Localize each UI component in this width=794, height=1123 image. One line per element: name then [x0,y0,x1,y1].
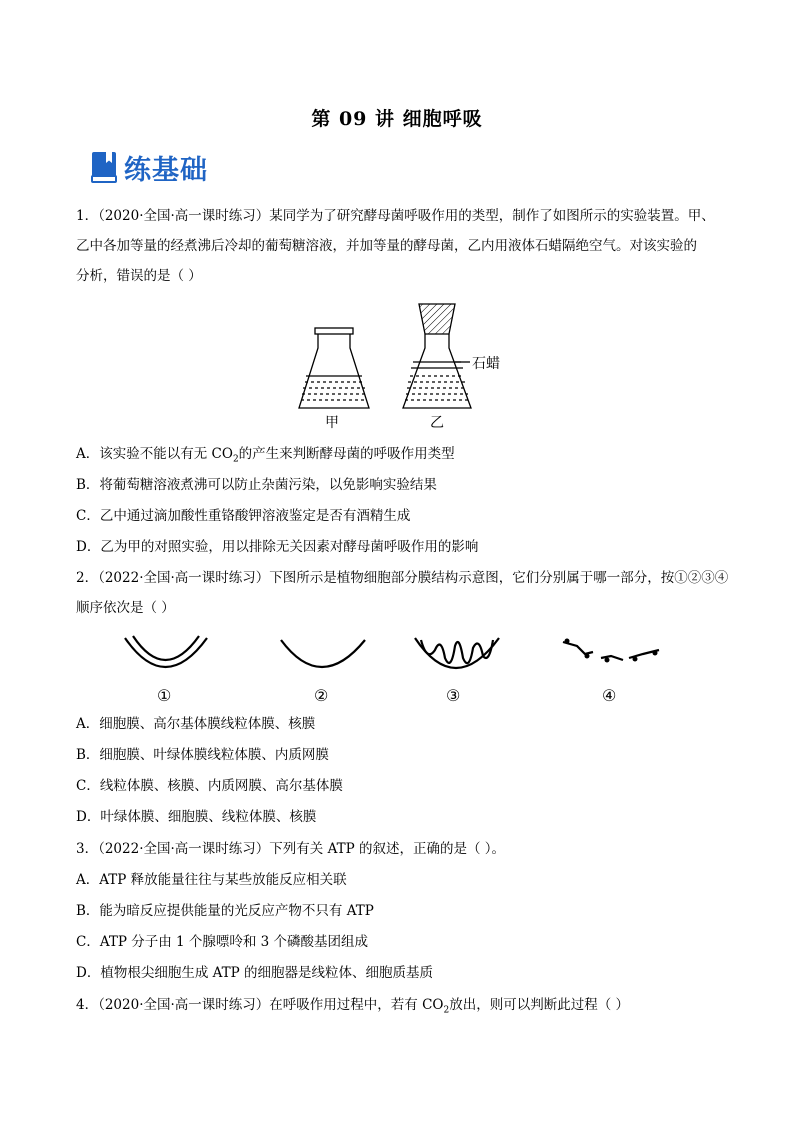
figure-label-3: ③ [446,686,461,705]
q1-stem-line-2: 乙中各加等量的经煮沸后冷却的葡萄糖溶液，并加等量的酵母菌，乙内用液体石蜡隔绝空气。对该实验的 [76,238,697,254]
figure-label-4: ④ [602,686,617,705]
membrane-diagrams [115,628,675,688]
q3-option-c: C．ATP 分子由 1 个腺嘌呤和 3 个磷酸基团组成 [76,934,369,950]
membrane-4-seg-1 [563,642,593,654]
q2-option-d: D．叶绿体膜、细胞膜、线粒体膜、核膜 [76,809,317,825]
flask-jia [299,328,369,408]
membrane-3-inner [421,640,493,663]
section-label: 练基础 [124,154,208,186]
flask-yi-label: 乙 [430,415,444,431]
flask-yi [403,304,471,408]
q4-stem: 4．（2020·全国·高一课时练习）在呼吸作用过程中，若有 $CO_2$放出，则可以判断此过程（ ） [76,997,629,1016]
q1-option-b: B．将葡萄糖溶液煮沸可以防止杂菌污染，以免影响实验结果 [76,477,437,493]
membrane-4-seg-2 [601,656,623,660]
q2-option-c: C．线粒体膜、核膜、内质网膜、高尔基体膜 [76,778,343,794]
q1-option-a: A．该实验不能以有无 $CO_2$的产生来判断酵母菌的呼吸作用类型 [76,446,455,465]
book-icon [90,151,118,183]
q1-stem-line-1: 1．（2020·全国·高一课时练习）某同学为了研究酵母菌呼吸作用的类型，制作了如图所示的实验装置。甲、 [76,208,715,224]
q1-option-d: D．乙为甲的对照实验，用以排除无关因素对酵母菌呼吸作用的影响 [76,539,479,555]
figure-label-1: ① [157,686,172,705]
q2-stem-line-1: 2．（2022·全国·高一课时练习）下图所示是植物细胞部分膜结构示意图，它们分别属于哪一部分，按①②③④ [76,570,729,586]
section-header [90,149,208,185]
membrane-2 [281,640,365,667]
q3-stem: 3．（2022·全国·高一课时练习）下列有关 ATP 的叙述，正确的是（ ）。 [76,841,505,857]
q3-option-a: A．ATP 释放能量往往与某些放能反应相关联 [76,872,347,888]
q2-stem-line-2: 顺序依次是（ ） [76,600,175,616]
flask-jia-label: 甲 [325,415,339,431]
q3-option-d: D．植物根尖细胞生成 ATP 的细胞器是线粒体、细胞质基质 [76,965,434,981]
figure-label-2: ② [314,686,329,705]
q1-option-c: C．乙中通过滴加酸性重铬酸钾溶液鉴定是否有酒精生成 [76,508,411,524]
wax-label: 石蜡 [472,356,500,372]
q1-flask-figure [285,300,515,435]
page-title: 第 09 讲 细胞呼吸 [311,108,483,130]
q3-option-b: B．能为暗反应提供能量的光反应产物不只有 ATP [76,903,374,919]
q2-membrane-figure [115,628,675,710]
q2-option-b: B．细胞膜、叶绿体膜线粒体膜、内质网膜 [76,747,329,763]
q1-stem-line-3: 分析，错误的是（ ） [76,268,202,284]
q2-option-a: A．细胞膜、高尔基体膜线粒体膜、核膜 [76,716,316,732]
